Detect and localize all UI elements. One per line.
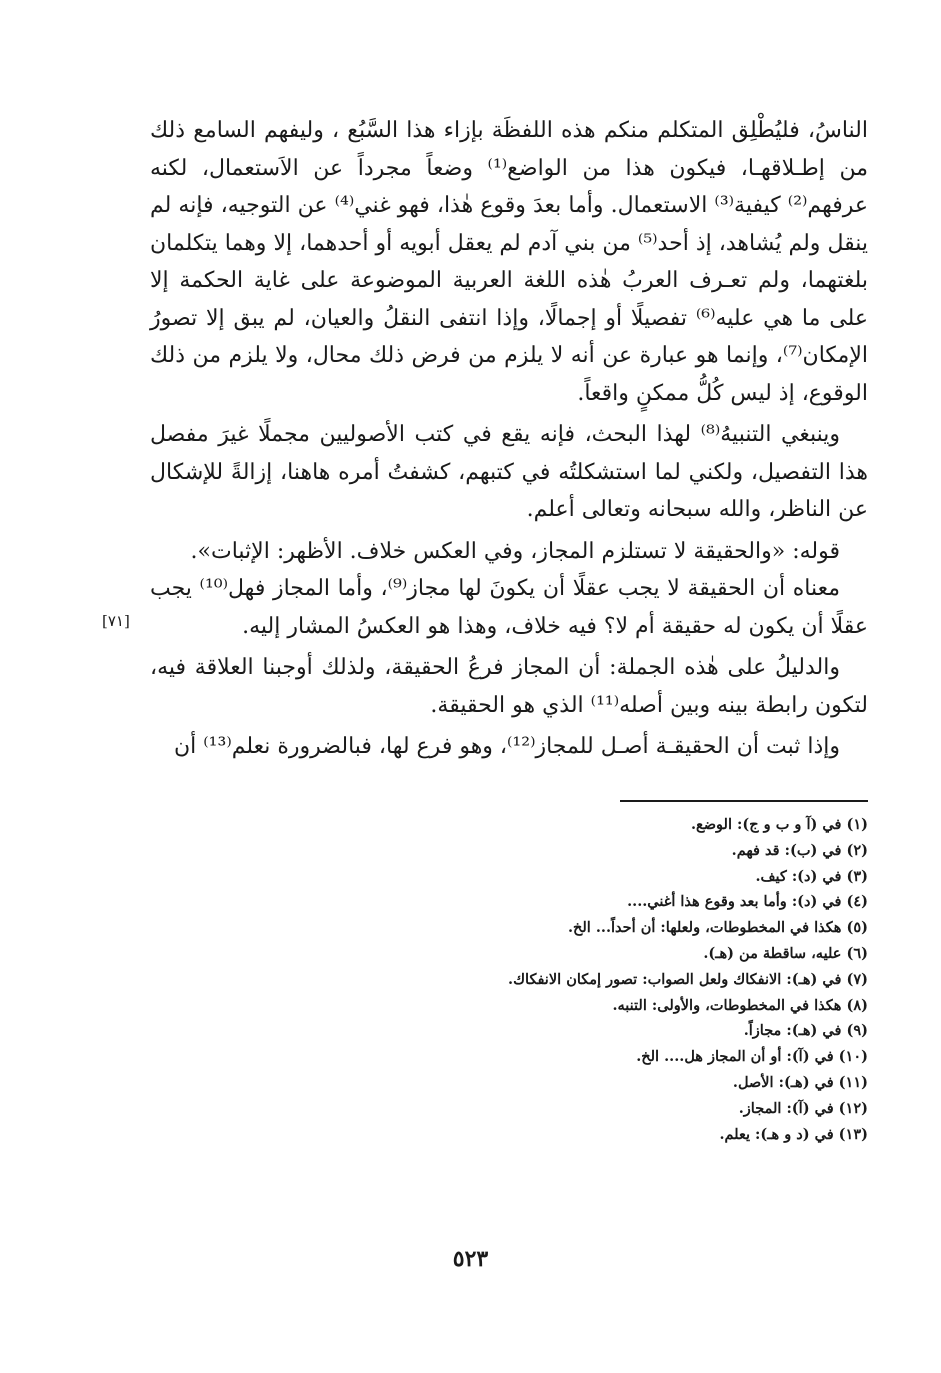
footnote-10: (١٠) في (آ): أو أن المجاز هل.... الخ.	[636, 1048, 868, 1066]
page-number: ٥٢٣	[452, 1246, 489, 1272]
footnote-11: (١١) في (هـ): الأصل.	[732, 1073, 868, 1091]
main-text	[150, 112, 868, 766]
paragraph-6: وإذا ثبت أن الحقيقـة أصـل للمجاز⁽¹²⁾، وهو فرع لها، فبالضرورة نعلم⁽¹³⁾ أن	[174, 734, 840, 759]
footnote-7: (٧) في (هـ): الانفكاك ولعل الصواب: تصور إمكان الانفكاك.	[508, 970, 868, 988]
footnote-9: (٩) في (هـ): مجازاً.	[743, 1022, 868, 1040]
manuscript-folio-marker: [٧١]	[102, 612, 130, 630]
paragraph-3-quote: قوله: «والحقيقة لا تستلزم المجاز، وفي العكس خلاف. الأظهر: الإثبات».	[190, 538, 840, 564]
paragraph-1: الناسُ، فليُطْلِق المتكلم منكم هذه اللفظَة بإزاء هذا السَّبُع ، وليفهم السامع ذلك من إطـلاقهـا، فيكون هذا من الواضع⁽¹⁾ وضعاً مجرداً عن الاَستعمال، لكنه عرفهم⁽²⁾ كيفية⁽³⁾ الاستعمال. وأما بعدَ وقوع هٰذا، فهو غني⁽⁴⁾ عن التوجيه، فإنه لم ينقل ولم يُشاهد، إذ أحد⁽⁵⁾ من بني آدم لم يعقل أبويه أو أحدهما، إلا وهما يتكلمان بلغتهما، ولم تعـرف العربُ هٰذه اللغة العربية الموضوعة على غاية الحكمة إلا على ما هي عليه⁽⁶⁾ تفصيلًا أو إجمالًا، وإذا انتفى النقلُ والعيان، لم يبق إلا تصورُ الإمكان⁽⁷⁾، وإنما هو عبارة عن أنه لا يلزم من فرض ذلك محال، ولا يلزم من ذلك الوقوع، إذ ليس كُلُّ ممكنٍ واقعاً.	[150, 118, 868, 406]
footnote-12: (١٢) في (آ): المجاز.	[738, 1099, 868, 1117]
paragraph-5: والدليلُ على هٰذه الجملة: أن المجاز فرعُ الحقيقة، ولذلك أوجبنا العلاقة فيه، لتكون رابطة بينه وبين أصله⁽¹¹⁾ الذي هو الحقيقة.	[150, 655, 868, 718]
footnotes	[150, 812, 868, 1147]
paragraph-4: معناه أن الحقيقة لا يجب عقلًا أن يكونَ لها مجاز⁽⁹⁾، وأما المجاز فهل⁽¹⁰⁾ يجب عقلًا أن يكون له حقيقة أم لا؟ فيه خلاف، وهذا هو العكسُ المشار إليه.	[150, 576, 868, 639]
footnote-8: (٨) هكذا في المخطوطات، والأولى: التنبه.	[612, 996, 868, 1014]
paragraph-2: وينبغي التنبيهُ⁽⁸⁾ لهذا البحث، فإنه يقع في كتب الأصوليين مجملًا غيرَ مفصل هذا التفصيل، ولكني لما استشكلتُه في كتبهم، كشفتُ أمره هاهنا، إزالةً للإشكال عن الناظر، والله سبحانه وتعالى أعلم.	[150, 422, 868, 522]
page-body	[150, 112, 868, 766]
footnote-divider	[620, 800, 868, 802]
footnote-3: (٣) في (د): كيف.	[755, 867, 868, 885]
footnote-6: (٦) عليه، ساقطة من (هـ).	[703, 944, 868, 962]
footnote-13: (١٣) في (د و هـ): يعلم.	[719, 1125, 868, 1143]
footnote-4: (٤) في (د): وأما بعد وقوع هذا أغني....	[627, 893, 868, 911]
footnote-1: (١) في (آ و ب و ج): الوضع.	[690, 816, 868, 833]
footnote-5: (٥) هكذا في المخطوطات، ولعلها: أن أحداً... الخ.	[567, 919, 868, 937]
footnote-2: (٢) في (ب): قد فهم.	[731, 841, 868, 859]
